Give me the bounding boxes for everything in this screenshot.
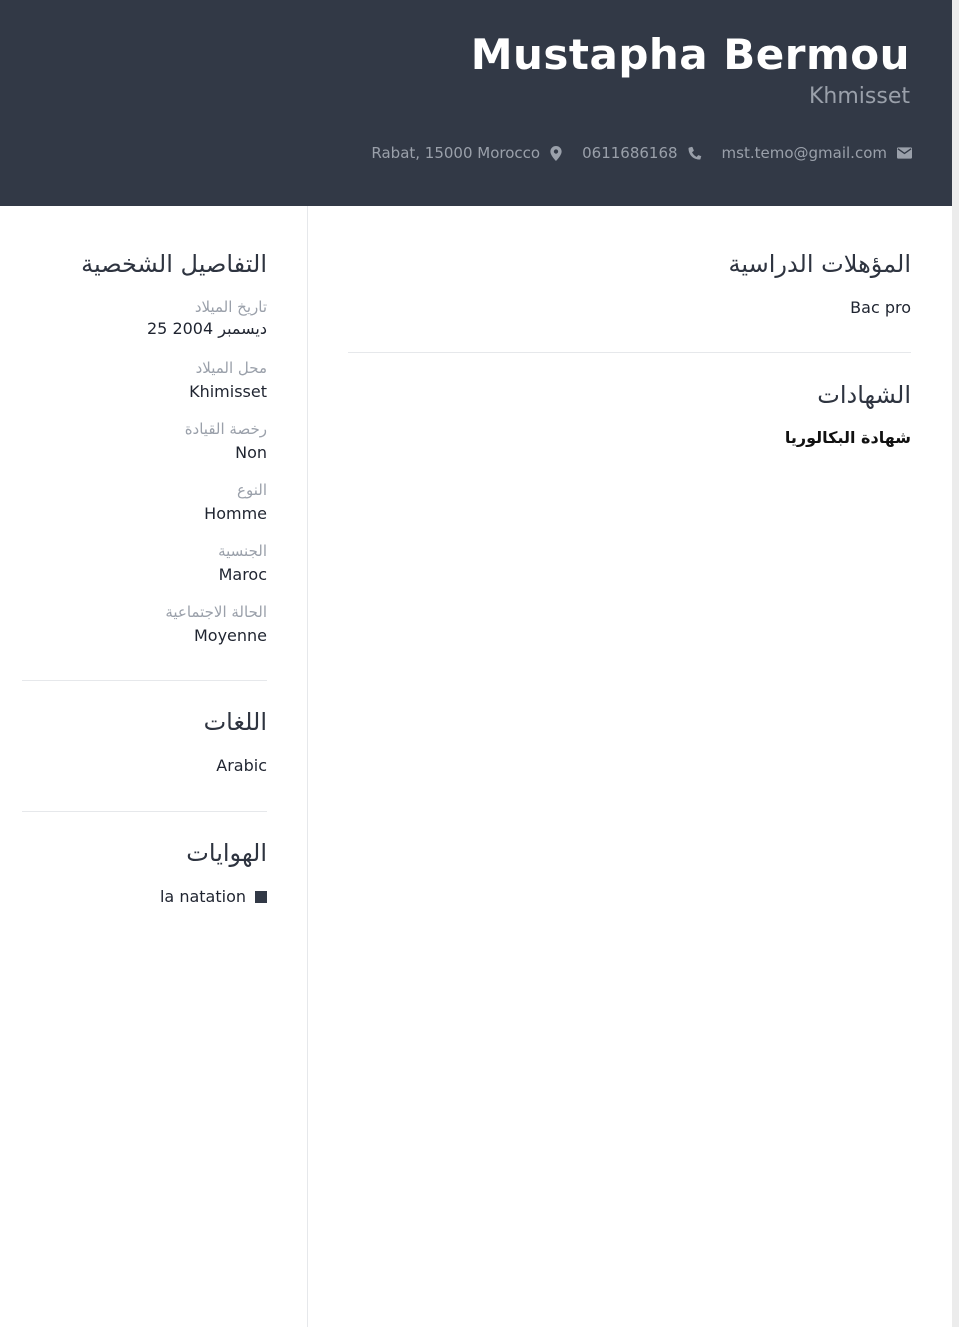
detail-value-marital-status: Moyenne <box>193 626 267 645</box>
phone-icon <box>688 146 702 160</box>
detail-value-nationality: Maroc <box>218 565 267 584</box>
candidate-subtitle: Khmisset <box>809 84 910 109</box>
contact-address <box>371 144 562 162</box>
sidebar-divider <box>22 811 267 812</box>
education-item: Bac pro <box>850 298 911 317</box>
main-divider <box>348 352 911 353</box>
contact-email-text: mst.temo@gmail.com <box>721 144 887 162</box>
envelope-icon <box>897 147 912 159</box>
main-column <box>348 206 911 1327</box>
contact-email <box>722 144 912 162</box>
contact-phone-text: 0611686168 <box>582 144 678 162</box>
detail-label-license: رخصة القيادة <box>184 420 267 438</box>
education-title: المؤهلات الدراسية <box>728 250 911 278</box>
detail-value-gender: Homme <box>204 504 267 523</box>
detail-value-license: Non <box>235 443 267 462</box>
contact-address-text: Rabat, 15000 Morocco <box>371 144 541 162</box>
hobby-item <box>160 887 267 906</box>
detail-label-gender: النوع <box>237 481 267 499</box>
hobbies-title: الهوايات <box>186 839 267 867</box>
languages-title: اللغات <box>203 708 267 736</box>
detail-label-birthdate: تاريخ الميلاد <box>194 298 267 316</box>
square-bullet-icon <box>255 891 267 903</box>
detail-label-birthplace: محل الميلاد <box>195 359 267 377</box>
detail-label-marital-status: الحالة الاجتماعية <box>165 603 267 621</box>
contact-phone <box>582 144 701 162</box>
sidebar <box>0 206 308 1327</box>
language-item: Arabic <box>216 756 267 775</box>
candidate-name: Mustapha Bermou <box>470 30 910 79</box>
contact-bar <box>371 144 912 162</box>
personal-details-title: التفاصيل الشخصية <box>81 250 267 278</box>
certificates-title: الشهادات <box>817 381 911 409</box>
detail-value-birthdate: 25 ديسمبر 2004 <box>146 319 267 338</box>
detail-value-birthplace: Khimisset <box>189 382 267 401</box>
sidebar-divider <box>22 680 267 681</box>
hobby-item-text: la natation <box>159 887 246 906</box>
resume-header <box>0 0 952 206</box>
detail-label-nationality: الجنسية <box>218 542 267 560</box>
certificate-item: شهادة البكالوريا <box>784 428 911 447</box>
map-marker-icon <box>550 146 562 161</box>
